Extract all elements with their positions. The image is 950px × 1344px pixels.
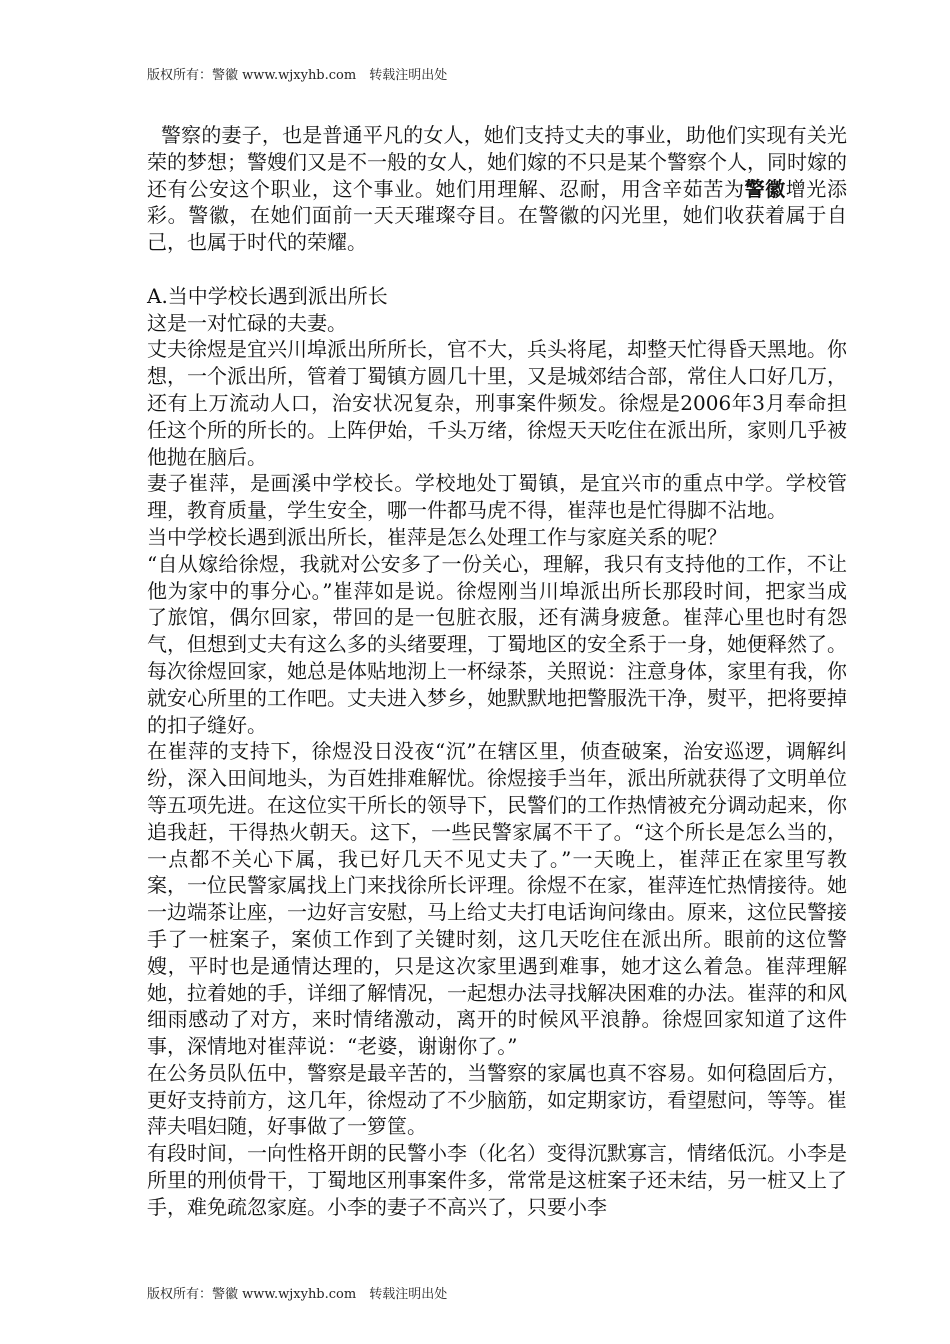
intro-bold-term: 警徽: [744, 176, 786, 201]
body-paragraph: 有段时间，一向性格开朗的民警小李（化名）变得沉默寡言，情绪低沉。小李是所里的刑侦骨干，丁蜀地区刑事案件多，常常是这桩案子还未结，另一桩又上了手，难免疏忽家庭。小李的妻子不高兴了，只要小李: [147, 1141, 847, 1219]
body-paragraph: 在公务员队伍中，警察是最辛苦的，当警察的家属也真不容易。如何稳固后方，更好支持前方，这几年，徐煜动了不少脑筋，如定期家访，看望慰问，等等。崔萍夫唱妇随，好事做了一箩筐。: [147, 1060, 847, 1139]
body-paragraph: 丈夫徐煜是宜兴川埠派出所所长，官不大，兵头将尾，却整天忙得昏天黑地。你想，一个派出所，管着丁蜀镇方圆几十里，又是城郊结合部，常住人口好几万，还有上万流动人口，治安状况复杂，刑事案件频发。徐煜是2006年3月奉命担任这个所的所长的。上阵伊始，千头万绪，徐煜天天吃住在派出所，家则几乎被他抛在脑后。: [147, 337, 847, 469]
body-paragraph: 妻子崔萍，是画溪中学校长。学校地处丁蜀镇，是宜兴市的重点中学。学校管理，教育质量，学生安全，哪一件都马虎不得，崔萍也是忙得脚不沾地。: [147, 471, 847, 523]
section-heading: A.当中学校长遇到派出所长: [147, 283, 388, 308]
body-paragraph: 当中学校长遇到派出所长，崔萍是怎么处理工作与家庭关系的呢？: [147, 524, 727, 549]
body-paragraph: 在崔萍的支持下，徐煜没日没夜“沉”在辖区里，侦查破案，治安巡逻，调解纠纷，深入田间地头，为百姓排难解忧。徐煜接手当年，派出所就获得了文明单位等五项先进。在这位实干所长的领导下，民警们的工作热情被充分调动起来，你追我赶，干得热火朝天。这下，一些民警家属不干了。“这个所长是怎么当的，一点都不关心下属，我已好几天不见丈夫了。”一天晚上，崔萍正在家里写教案，一位民警家属找上门来找徐所长评理。徐煜不在家，崔萍连忙热情接待。她一边端茶让座，一边好言安慰，马上给丈夫打电话询问缘由。原来，这位民警接手了一桩案子，案侦工作到了关键时刻，这几天吃住在派出所。眼前的这位警嫂，平时也是通情达理的，只是这次家里遇到难事，她才这么着急。崔萍理解她，拉着她的手，详细了解情况，一起想办法寻找解决困难的办法。崔萍的和风细雨感动了对方，来时情绪激动，离开的时候风平浪静。徐煜回家知道了这件事，深情地对崔萍说：“老婆，谢谢你了。”: [147, 739, 847, 1059]
body-paragraph: “自从嫁给徐煜，我就对公安多了一份关心，理解，我只有支持他的工作，不让他为家中的事分心。”崔萍如是说。徐煜刚当川埠派出所长那段时间，把家当成了旅馆，偶尔回家，带回的是一包脏衣服，还有满身疲惫。崔萍心里也时有怨气，但想到丈夫有这么多的头绪要理，丁蜀地区的安全系于一身，她便释然了。每次徐煜回家，她总是体贴地沏上一杯绿茶，关照说：注意身体，家里有我，你就安心所里的工作吧。丈夫进入梦乡，她默默地把警服洗干净，熨平，把将要掉的扣子缝好。: [147, 551, 847, 737]
intro-paragraph: [147, 122, 847, 256]
page-footer: 版权所有：警徽 www.wjxyhb.com 转载注明出处: [147, 1287, 448, 1302]
body-paragraph: 这是一对忙碌的夫妻。: [147, 310, 347, 335]
intro-text-before: 警察的妻子，也是普通平凡的女人，她们支持丈夫的事业，助他们实现有关光荣的梦想；警嫂们又是不一般的女人，她们嫁的不只是某个警察个人，同时嫁的还有公安这个职业，这个事业。她们用理解、忍耐，用含辛茹苦为: [147, 123, 847, 201]
article-body: [147, 122, 847, 1221]
page-header: 版权所有：警徽 www.wjxyhb.com 转载注明出处: [147, 68, 448, 83]
paragraph-spacer: [147, 256, 847, 283]
intro-text-after: 增光添彩。警徽，在她们面前一天天璀璨夺目。在警徽的闪光里，她们收获着属于自己，也属于时代的荣耀。: [147, 176, 848, 255]
